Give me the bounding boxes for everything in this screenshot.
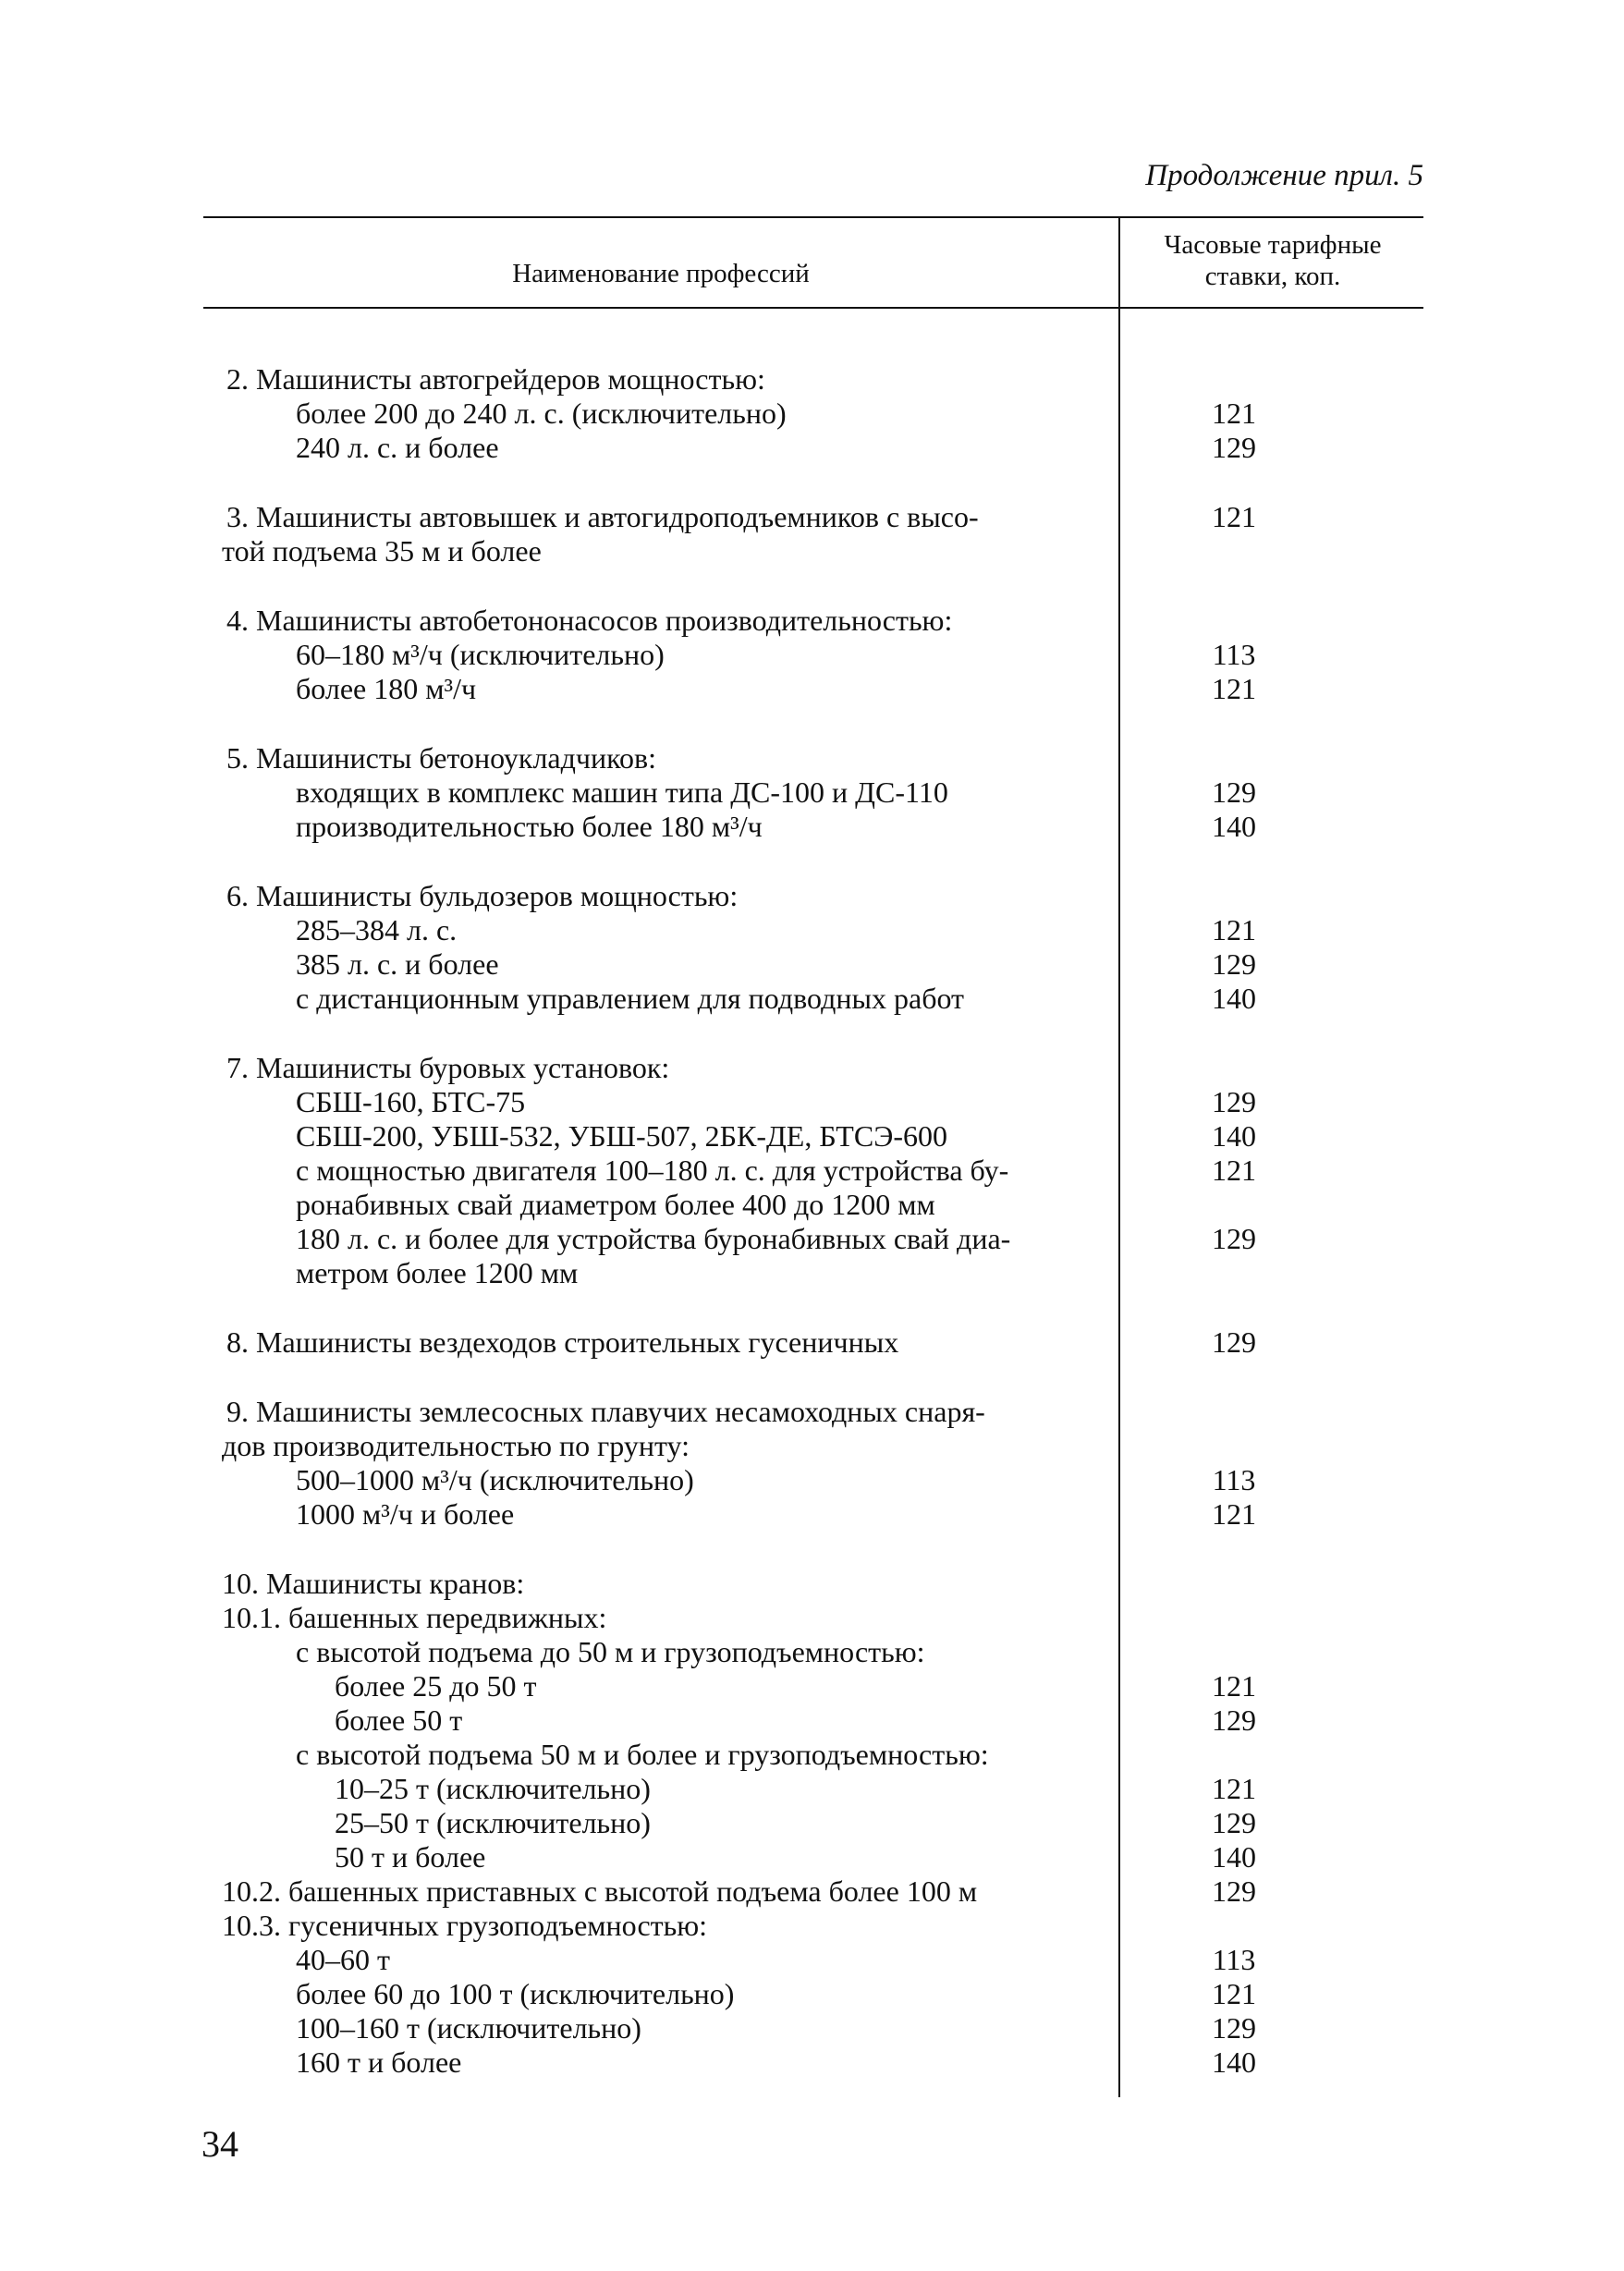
hourly-rate-value: 129: [1212, 1085, 1256, 1118]
profession-name: с высотой подъема 50 м и более и грузоподъемностью:: [296, 1738, 989, 1771]
profession-name: 7. Машинисты буровых установок:: [226, 1051, 670, 1084]
hourly-rate-value: 121: [1212, 913, 1256, 946]
hourly-rate-value: 140: [1212, 1119, 1256, 1153]
hourly-rate-value: 140: [1212, 982, 1256, 1015]
profession-name: 285–384 л. с.: [296, 913, 458, 946]
table-row: [203, 1567, 1423, 1601]
profession-name: ронабивных свай диаметром более 400 до 1200 мм: [296, 1188, 935, 1221]
hourly-rate-value: 140: [1212, 810, 1256, 843]
hourly-rate-value: 129: [1212, 775, 1256, 809]
profession-name: более 180 м³/ч: [296, 672, 477, 705]
table-top-rule: [203, 216, 1423, 218]
profession-name: с высотой подъема до 50 м и грузоподъемностью:: [296, 1635, 925, 1668]
profession-name: 10. Машинисты кранов:: [222, 1567, 525, 1600]
profession-name: той подъема 35 м и более: [222, 534, 542, 568]
table-row: [203, 1909, 1423, 1943]
table-row: [203, 1051, 1423, 1085]
hourly-rate-value: 121: [1212, 672, 1256, 705]
profession-name: 385 л. с. и более: [296, 947, 499, 981]
profession-name: 100–160 т (исключительно): [296, 2011, 641, 2045]
table-row: [203, 2045, 1423, 2080]
profession-name: 3. Машинисты автовышек и автогидроподъемников с высо-: [226, 500, 979, 533]
profession-name: более 50 т: [335, 1703, 463, 1737]
table-row: [203, 1840, 1423, 1874]
table-row: [203, 1429, 1423, 1463]
table-row: [203, 397, 1423, 431]
hourly-rate-value: 121: [1212, 500, 1256, 533]
table-row: [203, 1395, 1423, 1429]
profession-name: более 200 до 240 л. с. (исключительно): [296, 397, 787, 430]
table-row: [203, 1154, 1423, 1188]
profession-name: более 60 до 100 т (исключительно): [296, 1977, 735, 2010]
table-row: [203, 913, 1423, 947]
table-row: [203, 741, 1423, 775]
profession-name: 4. Машинисты автобетононасосов производительностью:: [226, 604, 953, 637]
profession-name: 40–60 т: [296, 1943, 390, 1976]
hourly-rate-value: 113: [1212, 638, 1256, 671]
profession-name: 180 л. с. и более для устройства буронабивных свай диа-: [296, 1222, 1011, 1255]
profession-name: СБШ-160, БТС-75: [296, 1085, 526, 1118]
profession-name: 6. Машинисты бульдозеров мощностью:: [226, 879, 739, 912]
header-rate-line2: ставки, коп.: [1204, 262, 1341, 291]
profession-name: 1000 м³/ч и более: [296, 1497, 515, 1531]
profession-name: 240 л. с. и более: [296, 431, 499, 464]
hourly-rate-value: 121: [1212, 1772, 1256, 1805]
table-row: [203, 638, 1423, 672]
hourly-rate-value: 129: [1212, 431, 1256, 464]
table-row: [203, 1669, 1423, 1703]
profession-name: 50 т и более: [335, 1840, 486, 1874]
table-row: [203, 362, 1423, 397]
profession-name: производительностью более 180 м³/ч: [296, 810, 763, 843]
table-row: [203, 947, 1423, 982]
table-row: [203, 1943, 1423, 1977]
hourly-rate-value: 121: [1212, 1977, 1256, 2010]
profession-name: СБШ-200, УБШ-532, УБШ-507, 2БК-ДЕ, БТСЭ-600: [296, 1119, 947, 1153]
profession-name: входящих в комплекс машин типа ДС-100 и ДС-110: [296, 775, 948, 809]
table-row: [203, 604, 1423, 638]
profession-name: 5. Машинисты бетоноукладчиков:: [226, 741, 657, 775]
table-row: [203, 534, 1423, 568]
hourly-rate-value: 129: [1212, 1325, 1256, 1359]
hourly-rate-value: 121: [1212, 1497, 1256, 1531]
table-header-rule: [203, 307, 1423, 309]
table-row: [203, 1703, 1423, 1738]
table-row: [203, 1325, 1423, 1360]
hourly-rate-value: 113: [1212, 1943, 1256, 1976]
hourly-rate-value: 140: [1212, 2045, 1256, 2079]
page-number: 34: [201, 2123, 238, 2165]
table-row: [203, 1085, 1423, 1119]
profession-name: дов производительностью по грунту:: [222, 1429, 690, 1462]
table-row: [203, 1806, 1423, 1840]
profession-name: с мощностью двигателя 100–180 л. с. для устройства бу-: [296, 1154, 1009, 1187]
profession-name: 2. Машинисты автогрейдеров мощностью:: [226, 362, 765, 396]
profession-name: 60–180 м³/ч (исключительно): [296, 638, 665, 671]
table-row: [203, 879, 1423, 913]
profession-name: 10.1. башенных передвижных:: [222, 1601, 607, 1634]
hourly-rate-value: 129: [1212, 947, 1256, 981]
hourly-rate-value: 113: [1212, 1463, 1256, 1496]
profession-name: 9. Машинисты землесосных плавучих несамоходных снаря-: [226, 1395, 985, 1428]
table-row: [203, 1601, 1423, 1635]
profession-name: метром более 1200 мм: [296, 1256, 579, 1289]
profession-name: более 25 до 50 т: [335, 1669, 537, 1703]
header-hourly-rate: [1122, 229, 1423, 292]
header-rate-line1: Часовые тарифные: [1164, 230, 1382, 260]
profession-name: 25–50 т (исключительно): [335, 1806, 651, 1839]
table-row: [203, 1497, 1423, 1532]
table-row: [203, 1772, 1423, 1806]
profession-name: 160 т и более: [296, 2045, 462, 2079]
hourly-rate-value: 121: [1212, 1669, 1256, 1703]
profession-name: 500–1000 м³/ч (исключительно): [296, 1463, 694, 1496]
hourly-rate-value: 129: [1212, 1874, 1256, 1908]
table-row: [203, 810, 1423, 844]
hourly-rate-value: 121: [1212, 1154, 1256, 1187]
table-row: [203, 1119, 1423, 1154]
hourly-rate-value: 129: [1212, 1703, 1256, 1737]
profession-name: 10.3. гусеничных грузоподъемностью:: [222, 1909, 708, 1942]
hourly-rate-value: 140: [1212, 1840, 1256, 1874]
table-row: [203, 1977, 1423, 2011]
hourly-rate-value: 129: [1212, 2011, 1256, 2045]
hourly-rate-value: 121: [1212, 397, 1256, 430]
table-row: [203, 431, 1423, 465]
table-row: [203, 775, 1423, 810]
table-row: [203, 982, 1423, 1016]
profession-name: 8. Машинисты вездеходов строительных гусеничных: [226, 1325, 899, 1359]
table-row: [203, 1738, 1423, 1772]
table-row: [203, 672, 1423, 706]
table-row: [203, 500, 1423, 534]
hourly-rate-value: 129: [1212, 1222, 1256, 1255]
profession-name: с дистанционным управлением для подводных работ: [296, 982, 965, 1015]
table-row: [203, 1874, 1423, 1909]
table-row: [203, 1463, 1423, 1497]
header-profession-name: Наименование профессий: [512, 259, 810, 288]
continuation-note: Продолжение прил. 5: [1145, 159, 1423, 192]
table-row: [203, 1222, 1423, 1256]
table-row: [203, 1635, 1423, 1669]
hourly-rate-value: 129: [1212, 1806, 1256, 1839]
table-body: [203, 362, 1423, 2080]
table-row: [203, 1256, 1423, 1290]
profession-name: 10–25 т (исключительно): [335, 1772, 651, 1805]
profession-name: 10.2. башенных приставных с высотой подъема более 100 м: [222, 1874, 978, 1908]
table-row: [203, 1188, 1423, 1222]
table-row: [203, 2011, 1423, 2045]
